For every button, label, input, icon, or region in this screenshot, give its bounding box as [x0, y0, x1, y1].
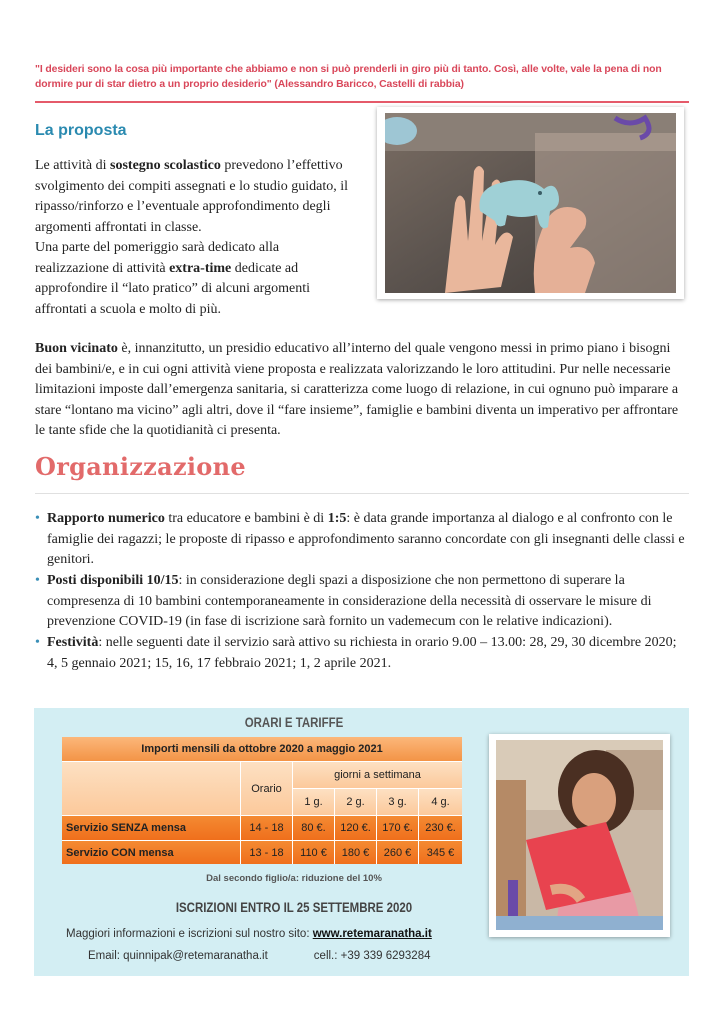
- tariffe-table: [62, 737, 462, 864]
- col-day: 1 g.: [292, 788, 334, 815]
- row-price: 80 €.: [292, 815, 334, 840]
- bullet-icon: •: [35, 573, 40, 588]
- organizzazione-list: [35, 509, 690, 675]
- row-price: 170 €.: [376, 815, 418, 840]
- row-label: Servizio SENZA mensa: [62, 815, 240, 840]
- header-divider: [35, 101, 689, 103]
- col-day: 4 g.: [418, 788, 462, 815]
- list-item: • Posti disponibili 10/15: in considerazione degli spazi a disposizione che non permettono di superare la compresenza di 10 bambini contemporaneamente in considerazione della necessità di osservare le misure di prevenzione COVID-19 (in fase di iscrizione sarà fornito un vademecum con le relative indicazioni).: [35, 573, 652, 629]
- orari-title: ORARI E TARIFFE: [244, 715, 344, 730]
- col-day: 3 g.: [376, 788, 418, 815]
- col-orario: Orario: [240, 761, 292, 815]
- row-price: 345 €: [418, 840, 462, 864]
- table-blank-cell: [62, 761, 240, 815]
- section-title-organizzazione: Organizzazione: [35, 452, 246, 481]
- girl-crafting-illustration: [496, 740, 663, 930]
- bullet-icon: •: [35, 511, 40, 526]
- clay-elephant-illustration: [385, 113, 676, 293]
- row-price: 120 €.: [334, 815, 376, 840]
- iscrizioni-deadline: ISCRIZIONI ENTRO IL 25 SETTEMBRE 2020: [175, 900, 413, 915]
- bullet-icon: •: [35, 635, 40, 650]
- row-orario: 13 - 18: [240, 840, 292, 864]
- phone-text: cell.: +39 339 6293284: [313, 950, 431, 962]
- row-price: 180 €: [334, 840, 376, 864]
- photo-clay-elephant: [377, 107, 684, 299]
- row-price: 260 €: [376, 840, 418, 864]
- row-label: Servizio CON mensa: [62, 840, 240, 864]
- list-item: • Festività: nelle seguenti date il servizio sarà attivo su richiesta in orario 9.00 – 13.00: 28, 29, 30 dicembre 2020; 4, 5 gennaio 2021; 15, 16, 17 febbraio 2021; 1, 2 aprile 2021.: [35, 635, 677, 671]
- row-price: 110 €: [292, 840, 334, 864]
- proposta-text: Le attività di sostegno scolastico prevedono l’effettivo svolgimento dei compiti assegnati e lo studio guidato, il ripasso/rinforzo e l’eventuale approfondimento degli argomenti affrontati in classe. Una parte del pomeriggio sarà dedicato alla realizzazione di attività extra-time dedicate ad approfondire il “lato pratico” di alcuni argomenti affrontati a scuola e molto di più.: [35, 158, 349, 317]
- contact-line: [88, 950, 431, 962]
- section-title-proposta: La proposta: [35, 122, 127, 139]
- info-line: Maggiori informazioni e iscrizioni sul nostro sito: www.retemaranatha.it: [66, 928, 432, 940]
- list-item: • Rapporto numerico tra educatore e bambini è di 1:5: è data grande importanza al dialogo e al confronto con le famiglie dei ragazzi; le proposte di ripasso e approfondimento saranno concordate con gli insegnanti delle classi e genitori.: [35, 511, 685, 567]
- email-text: Email: quinnipak@retemaranatha.it: [88, 950, 268, 962]
- photo-girl-crafting: [489, 734, 670, 937]
- row-orario: 14 - 18: [240, 815, 292, 840]
- col-giorni: giorni a settimana: [292, 761, 462, 788]
- header-quote: "I desideri sono la cosa più importante che abbiamo e non si può prenderli in giro più di tanto. Così, alle volte, vale la pena di non dormire pur di star dietro a un proprio desiderio" (Alessandro Baricco, Castelli di rabbia): [35, 64, 662, 90]
- buon-vicinato-text: Buon vicinato è, innanzitutto, un presidio educativo all’interno del quale vengono messi in primo piano i bisogni dei bambini/e, e in cui ogni attività viene proposta e realizzata valorizzando le loro attitudini. Pur nelle necessarie limitazioni imposte dall’emergenza sanitaria, si caratterizza come luogo di relazione, in cui ognuno può imparare a stare “lontano ma vicino” agli altri, dove il “fare insieme”, famiglie e bambini diventa un imperativo per affrontare le tante sfide che la quotidianità ci presenta.: [35, 341, 679, 438]
- website-link[interactable]: www.retemaranatha.it: [312, 928, 432, 940]
- table-header: Importi mensili da ottobre 2020 a maggio 2021: [62, 737, 462, 761]
- row-price: 230 €.: [418, 815, 462, 840]
- col-day: 2 g.: [334, 788, 376, 815]
- organizzazione-divider: [35, 493, 689, 494]
- discount-note: Dal secondo figlio/a: riduzione del 10%: [206, 873, 382, 884]
